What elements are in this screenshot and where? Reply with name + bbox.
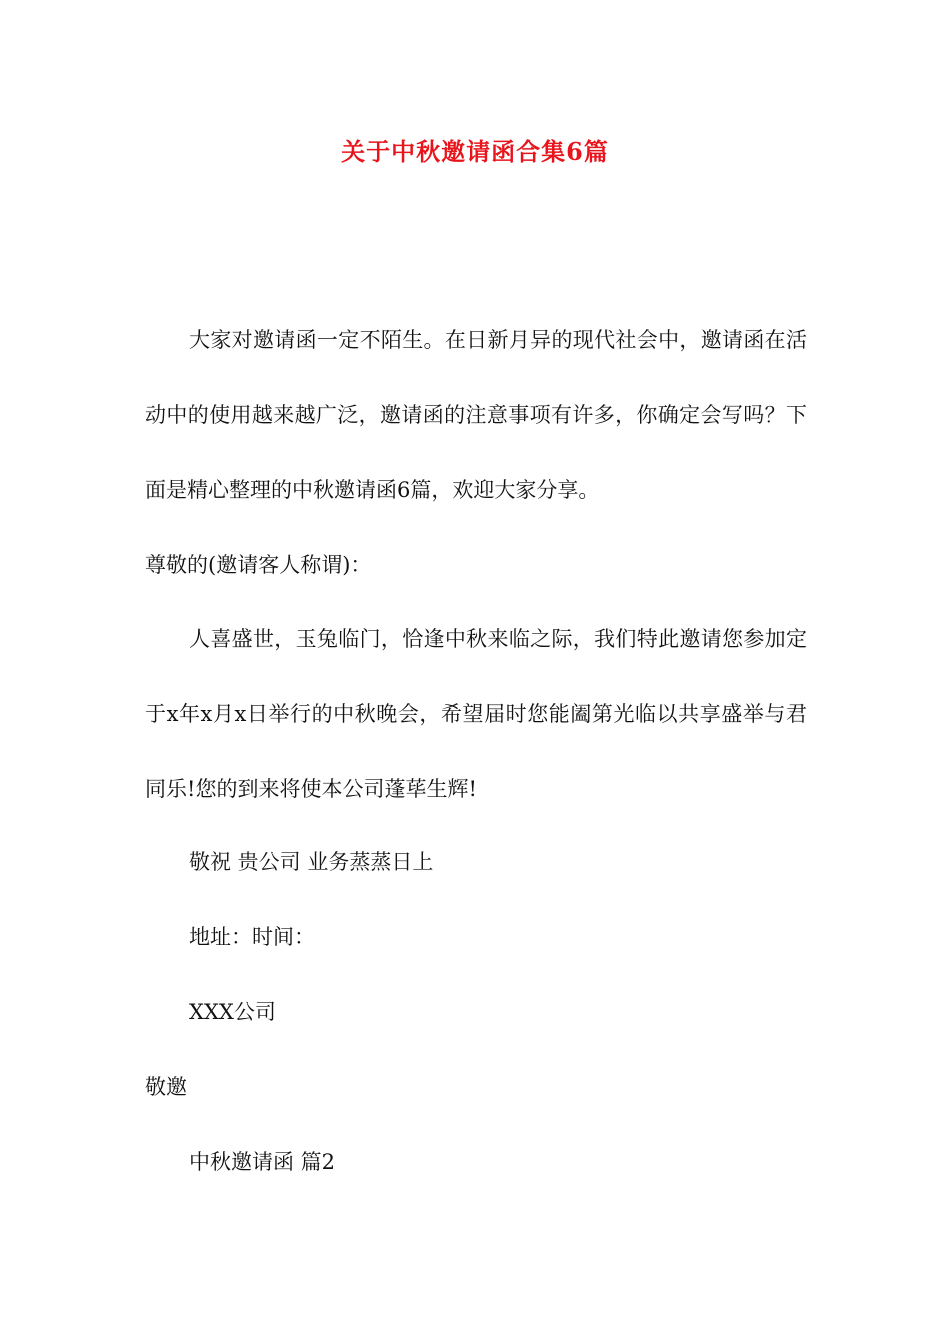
intro-paragraph: 大家对邀请函一定不陌生。在日新月异的现代社会中，邀请函在活动中的使用越来越广泛，邀请函的注意事项有许多，你确定会写吗？下面是精心整理的中秋邀请函6篇，欢迎大家分享。 [145, 328, 807, 502]
address-time-line: 地址：时间： [189, 925, 315, 949]
wishes-line: 敬祝 贵公司 业务蒸蒸日上 [189, 850, 434, 874]
section2-heading: 中秋邀请函 篇2 [189, 1150, 336, 1174]
salutation: 尊敬的(邀请客人称谓)： [145, 553, 372, 577]
intro-block [145, 303, 807, 528]
document-title: 关于中秋邀请函合集6篇 [341, 137, 609, 166]
company-name: XXX公司 [189, 1000, 276, 1024]
invitation-block [145, 602, 807, 827]
invitation-paragraph: 人喜盛世，玉兔临门，恰逢中秋来临之际，我们特此邀请您参加定于x年x月x日举行的中秋晚会，希望届时您能阖第光临以共享盛举与君同乐!您的到来将使本公司蓬荜生辉! [145, 627, 807, 801]
closing-line: 敬邀 [145, 1075, 187, 1099]
